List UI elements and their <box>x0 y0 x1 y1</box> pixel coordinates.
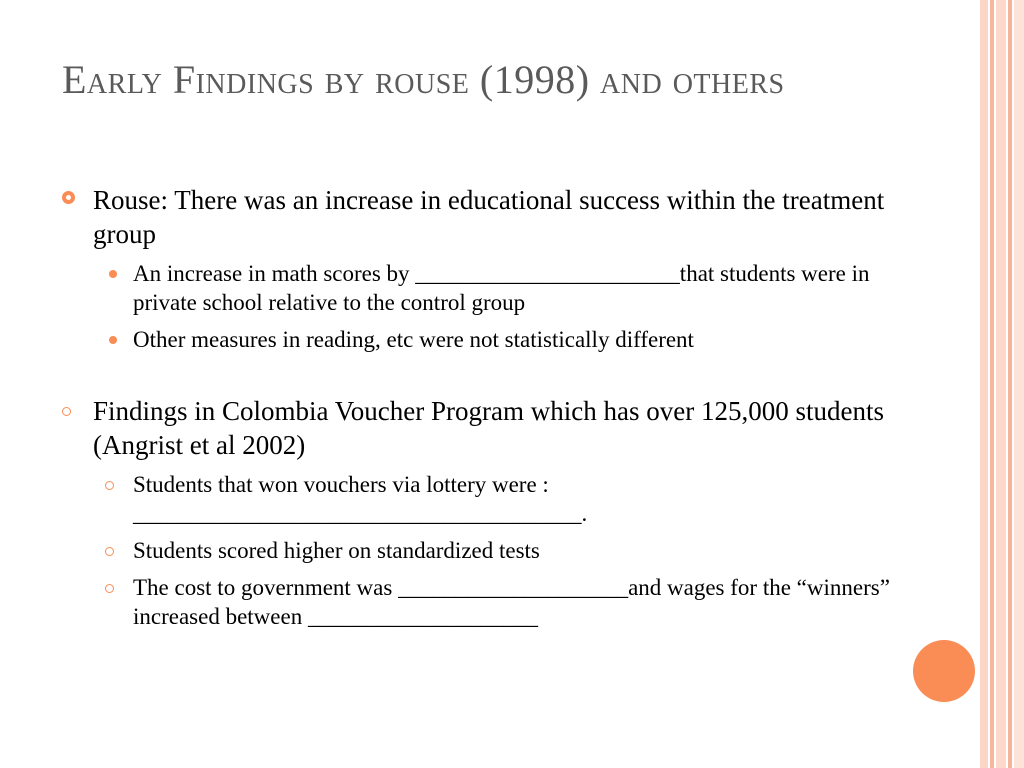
sub-bullet-vouchers <box>62 470 892 528</box>
decorative-stripe <box>990 0 994 768</box>
bullet-text: Rouse: There was an increase in educational success within the treatment group <box>93 185 885 249</box>
sub-bullet-text: Students that won vouchers via lottery were : _______________________________________. <box>133 472 588 526</box>
decorative-stripe <box>996 0 1006 768</box>
sub-bullet-text: The cost to government was ____________________and wages for the “winners” increased between ____________________ <box>133 575 890 629</box>
sub-bullet-text: An increase in math scores by _______________________that students were in private school relative to the control group <box>133 261 870 315</box>
sub-bullet-icon <box>105 481 114 490</box>
bullet-icon <box>62 407 71 416</box>
decorative-stripe <box>1014 0 1024 768</box>
sub-bullet-text: Students scored higher on standardized tests <box>133 538 540 563</box>
bullet-icon <box>62 191 75 204</box>
slide-content <box>62 183 892 631</box>
sub-bullet-icon <box>105 547 114 556</box>
sub-bullet-cost <box>62 573 892 631</box>
decorative-stripe <box>980 0 988 768</box>
sub-bullet-icon <box>109 270 117 278</box>
decorative-stripe <box>1008 0 1012 768</box>
sub-bullet-text: Other measures in reading, etc were not statistically different <box>133 327 694 352</box>
bullet-text: Findings in Colombia Voucher Program which has over 125,000 students (Angrist et al 2002) <box>93 396 884 460</box>
decorative-circle <box>913 640 975 702</box>
sub-bullet-other-measures <box>62 325 892 354</box>
sub-bullet-icon <box>105 584 114 593</box>
bullet-rouse <box>62 183 892 251</box>
slide-title: Early Findings by rouse (1998) and others <box>62 57 785 102</box>
sub-bullet-icon <box>109 336 117 344</box>
sub-bullet-math-scores <box>62 259 892 317</box>
sub-bullet-standardized-tests <box>62 536 892 565</box>
bullet-colombia <box>62 394 892 462</box>
